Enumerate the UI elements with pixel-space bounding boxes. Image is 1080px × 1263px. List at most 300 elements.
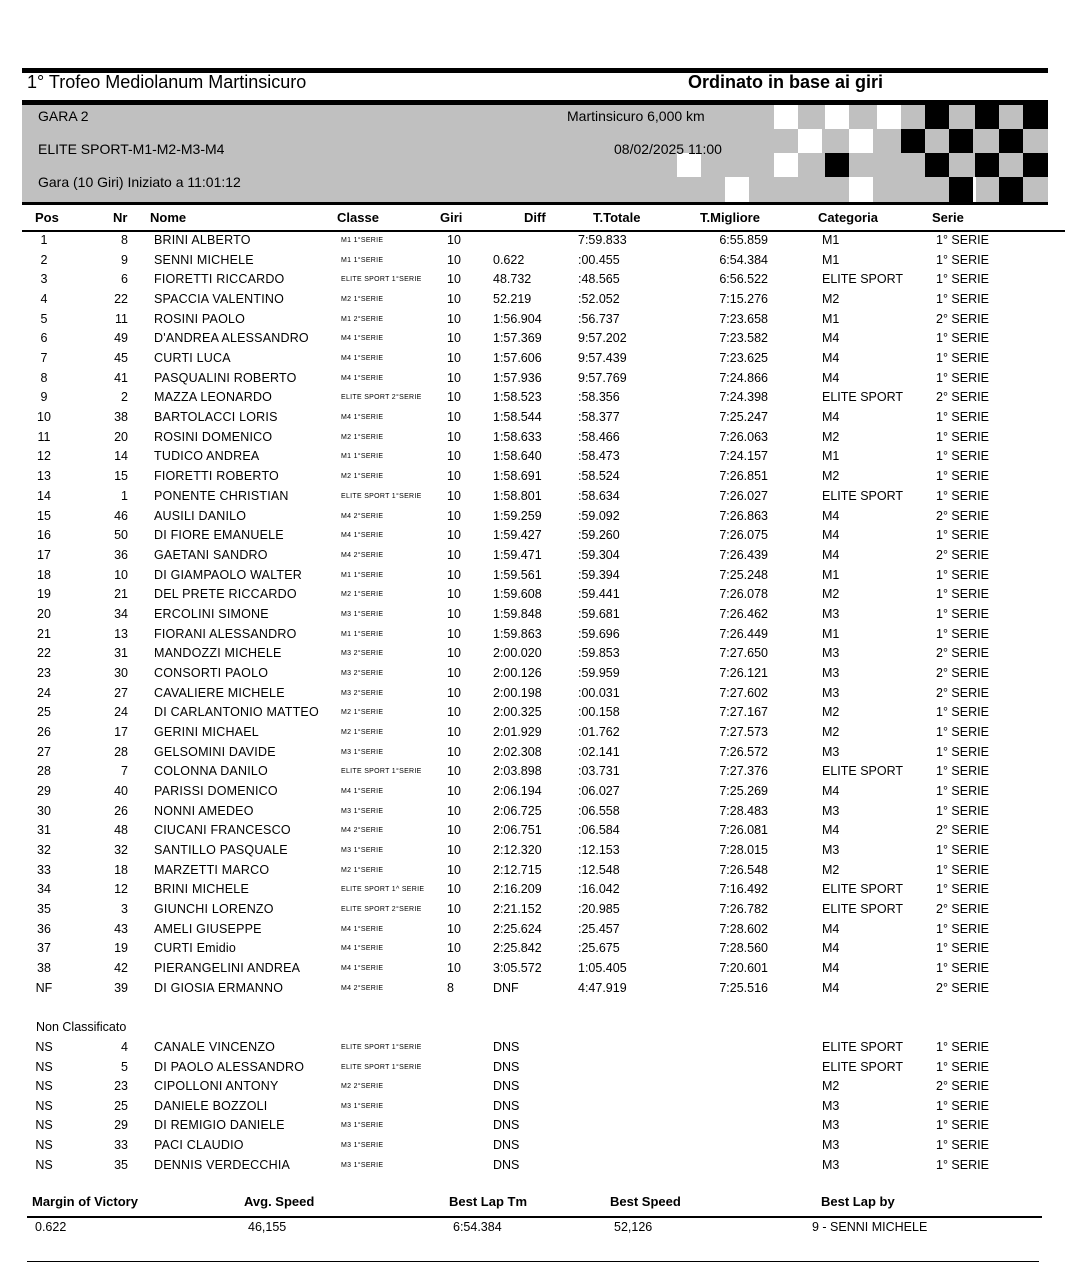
laps-cell: 10 — [447, 528, 461, 543]
result-row — [0, 489, 1080, 509]
category-cell: M3 — [822, 665, 840, 680]
result-row — [0, 823, 1080, 843]
laps-cell: 10 — [447, 705, 461, 720]
name-cell: MANDOZZI MICHELE — [154, 646, 282, 661]
class-cell: ELITE SPORT 1°SERIE — [341, 768, 422, 776]
class-cell: M1 1°SERIE — [341, 453, 384, 461]
best-time-cell: 7:28.015 — [719, 843, 768, 858]
name-cell: AUSILI DANILO — [154, 508, 247, 523]
class-cell: M3 1°SERIE — [341, 847, 384, 855]
category-cell: M2 — [822, 469, 840, 484]
result-row — [0, 469, 1080, 489]
diff-cell: 0.622 — [493, 252, 525, 267]
non-classified-row — [0, 1099, 1080, 1119]
pos-cell: 20 — [37, 606, 51, 621]
class-cell: M4 1°SERIE — [341, 374, 384, 382]
best-time-cell: 7:27.602 — [719, 685, 768, 700]
pos-cell: NS — [35, 1118, 53, 1133]
result-row — [0, 902, 1080, 922]
name-cell: CURTI Emidio — [154, 941, 237, 956]
pos-cell: 32 — [37, 843, 51, 858]
total-time-cell: 9:57.769 — [578, 370, 627, 385]
category-cell: M4 — [822, 331, 840, 346]
category-cell: M2 — [822, 705, 840, 720]
series-cell: 1° SERIE — [936, 1098, 989, 1113]
result-row — [0, 371, 1080, 391]
name-cell: CONSORTI PAOLO — [154, 665, 269, 680]
nr-cell: 11 — [115, 311, 128, 326]
nr-cell: 30 — [114, 665, 128, 680]
series-cell: 1° SERIE — [936, 370, 989, 385]
total-time-cell: :02.141 — [578, 744, 620, 759]
pos-cell: 19 — [37, 587, 51, 602]
class-cell: M1 2°SERIE — [341, 315, 384, 323]
series-cell: 1° SERIE — [936, 764, 989, 779]
nr-cell: 5 — [121, 1059, 128, 1074]
non-classified-row — [0, 1118, 1080, 1138]
series-cell: 1° SERIE — [936, 272, 989, 287]
nr-cell: 15 — [114, 469, 128, 484]
diff-cell: 2:16.209 — [493, 882, 542, 897]
best-time-cell: 7:26.449 — [719, 626, 768, 641]
col-migliore: T.Migliore — [700, 210, 760, 225]
name-cell: COLONNA DANILO — [154, 764, 268, 779]
category-cell: M1 — [822, 252, 840, 267]
nr-cell: 13 — [114, 626, 128, 641]
total-time-cell: :00.455 — [578, 252, 620, 267]
best-time-cell: 6:54.384 — [719, 252, 768, 267]
series-cell: 1° SERIE — [936, 331, 989, 346]
footer-margin-value: 0.622 — [35, 1220, 67, 1234]
series-cell: 1° SERIE — [936, 626, 989, 641]
laps-cell: 10 — [447, 843, 461, 858]
total-time-cell: 1:05.405 — [578, 961, 627, 976]
non-classified-row — [0, 1060, 1080, 1080]
class-cell: M2 1°SERIE — [341, 296, 384, 304]
laps-cell: 10 — [447, 429, 461, 444]
nr-cell: 41 — [114, 370, 128, 385]
nr-cell: 40 — [114, 784, 128, 799]
category-cell: M2 — [822, 429, 840, 444]
class-cell: M3 2°SERIE — [341, 650, 384, 658]
class-cell: M1 1°SERIE — [341, 237, 384, 244]
best-time-cell: 7:24.398 — [719, 390, 768, 405]
series-cell: 1° SERIE — [936, 429, 989, 444]
pos-cell: NS — [35, 1079, 53, 1094]
class-cell: M4 2°SERIE — [341, 984, 384, 992]
pos-cell: 17 — [37, 547, 51, 562]
category-cell: ELITE SPORT — [822, 764, 904, 779]
result-row — [0, 804, 1080, 824]
pos-cell: 9 — [40, 390, 48, 405]
laps-cell: 10 — [447, 410, 461, 425]
best-time-cell: 7:24.157 — [719, 449, 768, 464]
total-time-cell: :06.558 — [578, 803, 620, 818]
class-cell: M2 1°SERIE — [341, 729, 384, 736]
diff-cell: DNS — [493, 1157, 520, 1172]
category-cell: M2 — [822, 862, 840, 877]
nr-cell: 22 — [114, 292, 128, 307]
pos-cell: 34 — [37, 882, 51, 897]
diff-cell: 2:00.126 — [493, 665, 542, 680]
laps-cell: 10 — [447, 390, 461, 405]
pos-cell: 12 — [37, 449, 51, 464]
laps-cell: 10 — [447, 862, 461, 877]
total-time-cell: :59.304 — [578, 547, 620, 562]
name-cell: AMELI GIUSEPPE — [154, 921, 262, 936]
col-categoria: Categoria — [818, 210, 878, 225]
total-time-cell: :00.158 — [578, 705, 620, 720]
class-cell: M3 1°SERIE — [341, 1161, 384, 1169]
name-cell: CANALE VINCENZO — [154, 1040, 276, 1054]
series-cell: 1° SERIE — [936, 961, 989, 976]
pos-cell: NS — [35, 1040, 53, 1054]
name-cell: CIPOLLONI ANTONY — [154, 1079, 279, 1094]
laps-cell: 10 — [447, 764, 461, 779]
total-time-cell: :00.031 — [578, 685, 620, 700]
series-cell: 1° SERIE — [936, 784, 989, 799]
diff-cell: 1:59.848 — [493, 606, 542, 621]
result-row — [0, 272, 1080, 292]
class-cell: ELITE SPORT 1°SERIE — [341, 492, 422, 500]
result-row — [0, 666, 1080, 686]
series-cell: 1° SERIE — [936, 469, 989, 484]
category-cell: M3 — [822, 1098, 840, 1113]
result-row — [0, 764, 1080, 784]
diff-cell: 1:57.606 — [493, 351, 542, 366]
footer-avg-speed-label: Avg. Speed — [244, 1194, 315, 1209]
category-cell: M3 — [822, 646, 840, 661]
race-location: Martinsicuro 6,000 km — [567, 108, 705, 124]
total-time-cell: :16.042 — [578, 882, 620, 897]
name-cell: SENNI MICHELE — [154, 252, 254, 267]
class-cell: M1 1°SERIE — [341, 571, 384, 579]
best-time-cell: 7:26.439 — [719, 547, 768, 562]
category-cell: M4 — [822, 508, 840, 523]
total-time-cell: :58.466 — [578, 429, 620, 444]
pos-cell: 28 — [37, 764, 51, 779]
nr-cell: 6 — [121, 272, 128, 287]
pos-cell: 24 — [37, 685, 51, 700]
diff-cell: 1:58.523 — [493, 390, 542, 405]
class-cell: M3 1°SERIE — [341, 1102, 384, 1110]
nr-cell: 28 — [114, 744, 128, 759]
laps-cell: 10 — [447, 469, 461, 484]
series-cell: 1° SERIE — [936, 744, 989, 759]
pos-cell: 21 — [37, 626, 51, 641]
total-time-cell: :59.853 — [578, 646, 620, 661]
laps-cell: 10 — [447, 587, 461, 602]
pos-cell: 23 — [37, 665, 51, 680]
pos-cell: 15 — [37, 508, 51, 523]
nr-cell: 7 — [121, 764, 128, 779]
non-classified-row — [0, 1158, 1080, 1178]
diff-cell: 3:05.572 — [493, 961, 542, 976]
name-cell: CURTI LUCA — [154, 351, 231, 366]
col-pos: Pos — [35, 210, 59, 225]
class-cell: ELITE SPORT 2°SERIE — [341, 906, 422, 914]
result-row — [0, 292, 1080, 312]
name-cell: GELSOMINI DAVIDE — [154, 744, 276, 759]
class-cell: M1 1°SERIE — [341, 630, 384, 638]
best-time-cell: 7:28.560 — [719, 941, 768, 956]
nr-cell: 33 — [114, 1138, 128, 1152]
class-cell: M1 1°SERIE — [341, 256, 384, 264]
best-time-cell: 7:26.063 — [719, 429, 768, 444]
nr-cell: 24 — [114, 705, 128, 720]
pos-cell: 16 — [37, 528, 51, 543]
nr-cell: 45 — [114, 351, 128, 366]
pos-cell: 6 — [40, 331, 48, 346]
nr-cell: 46 — [114, 508, 128, 523]
diff-cell: 1:59.427 — [493, 528, 542, 543]
footer-rule — [27, 1216, 1042, 1218]
class-cell: M4 1°SERIE — [341, 532, 384, 540]
pos-cell: 31 — [37, 823, 51, 838]
series-cell: 1° SERIE — [936, 449, 989, 464]
series-cell: 1° SERIE — [936, 1040, 989, 1054]
nr-cell: 12 — [114, 882, 128, 897]
diff-cell: 2:06.725 — [493, 803, 542, 818]
class-cell: M4 1°SERIE — [341, 925, 384, 933]
category-cell: M3 — [822, 1157, 840, 1172]
pos-cell: 27 — [37, 744, 51, 759]
diff-cell: DNF — [493, 980, 519, 995]
result-row — [0, 882, 1080, 902]
best-time-cell: 7:23.582 — [719, 331, 768, 346]
sort-order-label: Ordinato in base ai giri — [688, 72, 884, 92]
total-time-cell: :59.681 — [578, 606, 620, 621]
laps-cell: 10 — [447, 626, 461, 641]
series-cell: 2° SERIE — [936, 980, 989, 995]
category-cell: M4 — [822, 547, 840, 562]
pos-cell: 2 — [40, 252, 48, 267]
nr-cell: 3 — [121, 902, 128, 917]
laps-cell: 8 — [447, 980, 454, 995]
footer-best-lap-tm-label: Best Lap Tm — [449, 1194, 528, 1209]
series-cell: 1° SERIE — [936, 351, 989, 366]
category-cell: M3 — [822, 1118, 840, 1133]
nr-cell: 21 — [114, 587, 128, 602]
nr-cell: 17 — [114, 725, 128, 739]
checkered-flag-icon — [677, 105, 1048, 202]
result-row — [0, 607, 1080, 627]
laps-cell: 10 — [447, 508, 461, 523]
category-cell: M4 — [822, 980, 840, 995]
col-totale: T.Totale — [593, 210, 641, 225]
best-time-cell: 7:27.376 — [719, 764, 768, 779]
pos-cell: 3 — [40, 272, 48, 287]
total-time-cell: :58.377 — [578, 410, 620, 425]
col-giri: Giri — [440, 210, 463, 225]
footer-best-speed-value: 52,126 — [614, 1220, 653, 1234]
category-cell: M2 — [822, 292, 840, 307]
footer-avg-speed-value: 46,155 — [248, 1220, 287, 1234]
category-cell: M3 — [822, 744, 840, 759]
nr-cell: 50 — [114, 528, 128, 543]
total-time-cell: :56.737 — [578, 311, 620, 326]
category-cell: M4 — [822, 410, 840, 425]
pos-cell: NS — [35, 1098, 53, 1113]
total-time-cell: 4:47.919 — [578, 980, 627, 995]
class-cell: ELITE SPORT 1°SERIE — [341, 1063, 422, 1071]
class-cell: M2 1°SERIE — [341, 473, 384, 481]
series-cell: 1° SERIE — [936, 252, 989, 267]
laps-cell: 10 — [447, 803, 461, 818]
name-cell: D'ANDREA ALESSANDRO — [154, 331, 309, 346]
nr-cell: 35 — [114, 1157, 128, 1172]
name-cell: CIUCANI FRANCESCO — [154, 823, 291, 838]
category-cell: ELITE SPORT — [822, 272, 904, 287]
name-cell: ERCOLINI SIMONE — [154, 606, 269, 621]
event-title: 1° Trofeo Mediolanum Martinsicuro — [27, 72, 307, 92]
class-cell: M2 1°SERIE — [341, 866, 384, 874]
class-cell: M3 1°SERIE — [341, 748, 384, 756]
result-row — [0, 686, 1080, 706]
diff-cell: 2:12.715 — [493, 862, 542, 877]
result-row — [0, 646, 1080, 666]
result-row — [0, 509, 1080, 529]
class-cell: M2 1°SERIE — [341, 433, 384, 441]
footer-margin-label: Margin of Victory — [32, 1194, 138, 1209]
total-time-cell: 7:59.833 — [578, 233, 627, 247]
name-cell: DI PAOLO ALESSANDRO — [154, 1059, 305, 1074]
category-cell: ELITE SPORT — [822, 488, 904, 503]
class-cell: ELITE SPORT 1°SERIE — [341, 276, 422, 284]
category-cell: M3 — [822, 1138, 840, 1152]
class-cell: M2 1°SERIE — [341, 709, 384, 717]
best-time-cell: 7:25.247 — [719, 410, 768, 425]
diff-cell: 2:00.325 — [493, 705, 542, 720]
class-cell: M4 2°SERIE — [341, 551, 384, 559]
laps-cell: 10 — [447, 449, 461, 464]
result-row — [0, 941, 1080, 961]
class-cell: M4 2°SERIE — [341, 827, 384, 835]
best-time-cell: 7:28.483 — [719, 803, 768, 818]
category-cell: M3 — [822, 843, 840, 858]
total-time-cell: :59.394 — [578, 567, 620, 582]
best-time-cell: 6:55.859 — [719, 233, 768, 247]
name-cell: PACI CLAUDIO — [154, 1138, 244, 1152]
result-row — [0, 312, 1080, 332]
name-cell: PARISSI DOMENICO — [154, 784, 278, 799]
laps-cell: 10 — [447, 311, 461, 326]
pos-cell: 26 — [37, 725, 51, 739]
category-cell: M2 — [822, 587, 840, 602]
col-nr: Nr — [113, 210, 128, 225]
best-time-cell: 7:26.027 — [719, 488, 768, 503]
result-row — [0, 410, 1080, 430]
total-time-cell: :12.153 — [578, 843, 620, 858]
diff-cell: DNS — [493, 1098, 520, 1113]
best-time-cell: 7:27.573 — [719, 725, 768, 739]
diff-cell: 2:02.308 — [493, 744, 542, 759]
name-cell: FIORANI ALESSANDRO — [154, 626, 297, 641]
pos-cell: NS — [35, 1157, 53, 1172]
category-cell: M2 — [822, 1079, 840, 1094]
class-cell: M4 1°SERIE — [341, 965, 384, 973]
diff-cell: 2:12.320 — [493, 843, 542, 858]
laps-cell: 10 — [447, 547, 461, 562]
series-cell: 1° SERIE — [936, 488, 989, 503]
series-cell: 2° SERIE — [936, 508, 989, 523]
best-time-cell: 7:25.248 — [719, 567, 768, 582]
category-cell: M4 — [822, 961, 840, 976]
category-cell: M3 — [822, 606, 840, 621]
series-cell: 2° SERIE — [936, 646, 989, 661]
total-time-cell: :52.052 — [578, 292, 620, 307]
total-time-cell: :58.524 — [578, 469, 620, 484]
nr-cell: 49 — [114, 331, 128, 346]
diff-cell: 1:59.608 — [493, 587, 542, 602]
laps-cell: 10 — [447, 272, 461, 287]
class-cell: M2 1°SERIE — [341, 591, 384, 599]
series-cell: 1° SERIE — [936, 528, 989, 543]
class-cell: M4 1°SERIE — [341, 335, 384, 343]
laps-cell: 10 — [447, 606, 461, 621]
result-row — [0, 449, 1080, 469]
result-row — [0, 922, 1080, 942]
pos-cell: 22 — [37, 646, 51, 661]
footer-best-lap-by-value: 9 - SENNI MICHELE — [812, 1220, 928, 1234]
series-cell: 1° SERIE — [936, 705, 989, 720]
diff-cell: 1:59.561 — [493, 567, 542, 582]
name-cell: DI GIAMPAOLO WALTER — [154, 567, 303, 582]
result-row — [0, 705, 1080, 725]
laps-cell: 10 — [447, 567, 461, 582]
series-cell: 1° SERIE — [936, 1157, 989, 1172]
total-time-cell: :25.457 — [578, 921, 620, 936]
pos-cell: 5 — [40, 311, 48, 326]
nr-cell: 42 — [114, 961, 128, 976]
pos-cell: 30 — [37, 803, 51, 818]
pos-cell: 18 — [37, 567, 51, 582]
total-time-cell: :58.634 — [578, 488, 620, 503]
best-time-cell: 7:27.167 — [719, 705, 768, 720]
class-cell: M3 1°SERIE — [341, 610, 384, 618]
total-time-cell: 9:57.202 — [578, 331, 627, 346]
result-row — [0, 784, 1080, 804]
category-cell: ELITE SPORT — [822, 902, 904, 917]
name-cell: NONNI AMEDEO — [154, 803, 254, 818]
diff-cell: 2:00.020 — [493, 646, 542, 661]
best-time-cell: 7:24.866 — [719, 370, 768, 385]
diff-cell: 1:58.801 — [493, 488, 542, 503]
result-row — [0, 745, 1080, 765]
class-cell: ELITE SPORT 1^ SERIE — [341, 886, 425, 894]
nr-cell: 27 — [114, 685, 128, 700]
diff-cell: 1:59.863 — [493, 626, 542, 641]
total-time-cell: :25.675 — [578, 941, 620, 956]
class-cell: ELITE SPORT 1°SERIE — [341, 1044, 422, 1051]
class-cell: M3 2°SERIE — [341, 689, 384, 697]
pos-cell: 38 — [37, 961, 51, 976]
result-row — [0, 233, 1080, 253]
diff-cell: 1:58.544 — [493, 410, 542, 425]
category-cell: M1 — [822, 626, 840, 641]
series-cell: 2° SERIE — [936, 685, 989, 700]
category-cell: M4 — [822, 921, 840, 936]
category-cell: M1 — [822, 311, 840, 326]
category-cell: M1 — [822, 449, 840, 464]
name-cell: BARTOLACCI LORIS — [154, 410, 278, 425]
best-time-cell: 7:26.078 — [719, 587, 768, 602]
total-time-cell: :03.731 — [578, 764, 620, 779]
nr-cell: 8 — [121, 233, 128, 247]
name-cell: MARZETTI MARCO — [154, 862, 270, 877]
diff-cell: 2:25.842 — [493, 941, 542, 956]
result-row — [0, 725, 1080, 745]
